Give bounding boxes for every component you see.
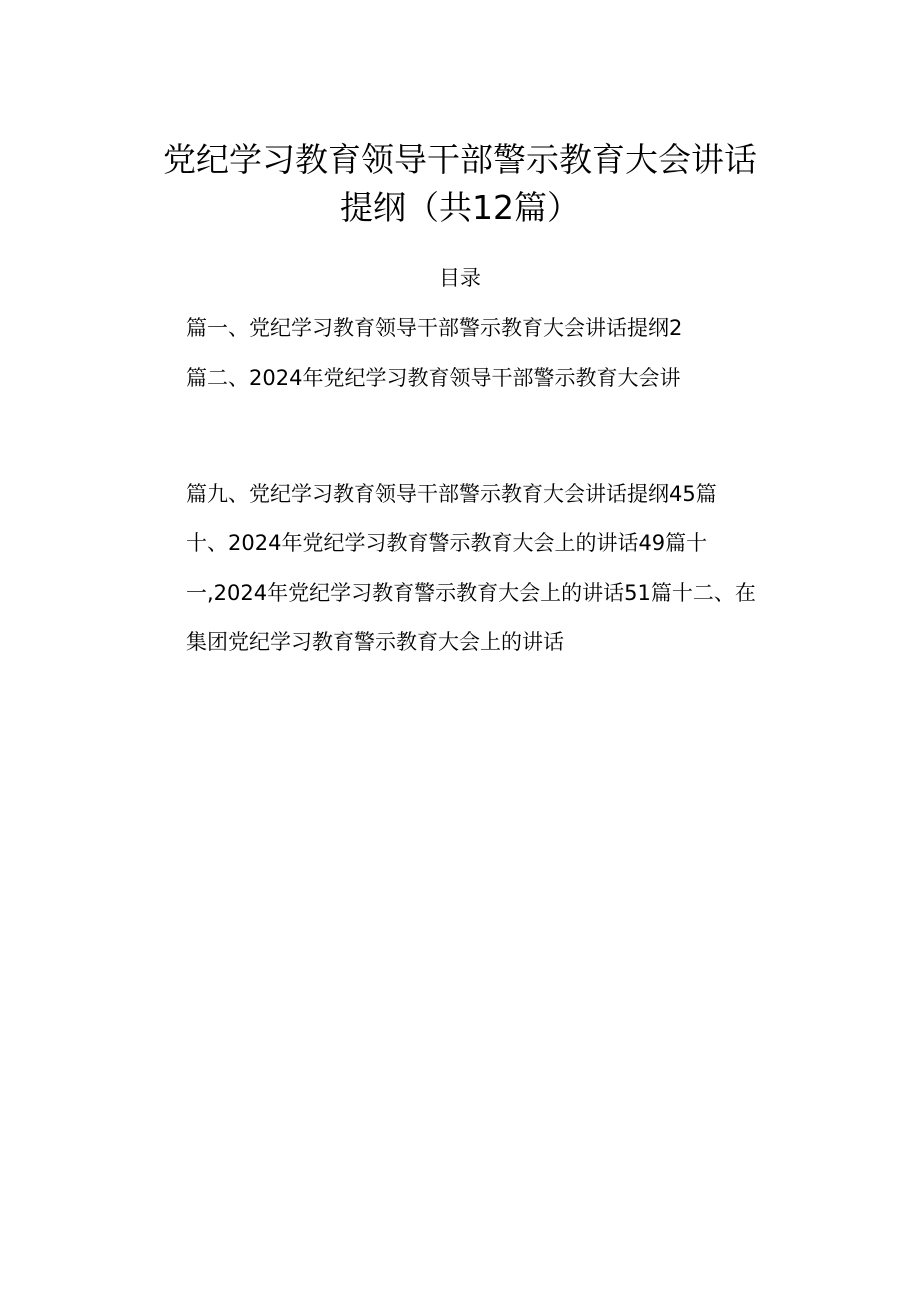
document-title-line-1: 党纪学习教育领导干部警示教育大会讲话 [163, 140, 757, 179]
toc-entry-11: 一,2024年党纪学习教育警示教育大会上的讲话51篇十二、在 [186, 581, 756, 605]
toc-entry-9: 篇九、党纪学习教育领导干部警示教育大会讲话提纲45篇 [186, 482, 717, 506]
toc-entry-12: 集团党纪学习教育警示教育大会上的讲话 [186, 630, 564, 654]
toc-entry-10: 十、2024年党纪学习教育警示教育大会上的讲话49篇十 [186, 531, 708, 555]
document-title-line-2: 提纲（共12篇） [340, 188, 580, 227]
document-title [0, 136, 920, 232]
toc-entry-2: 篇二、2024年党纪学习教育领导干部警示教育大会讲 [186, 366, 681, 390]
toc-entry-1: 篇一、党纪学习教育领导干部警示教育大会讲话提纲2 [186, 316, 683, 340]
toc-heading: 目录 [439, 266, 481, 290]
